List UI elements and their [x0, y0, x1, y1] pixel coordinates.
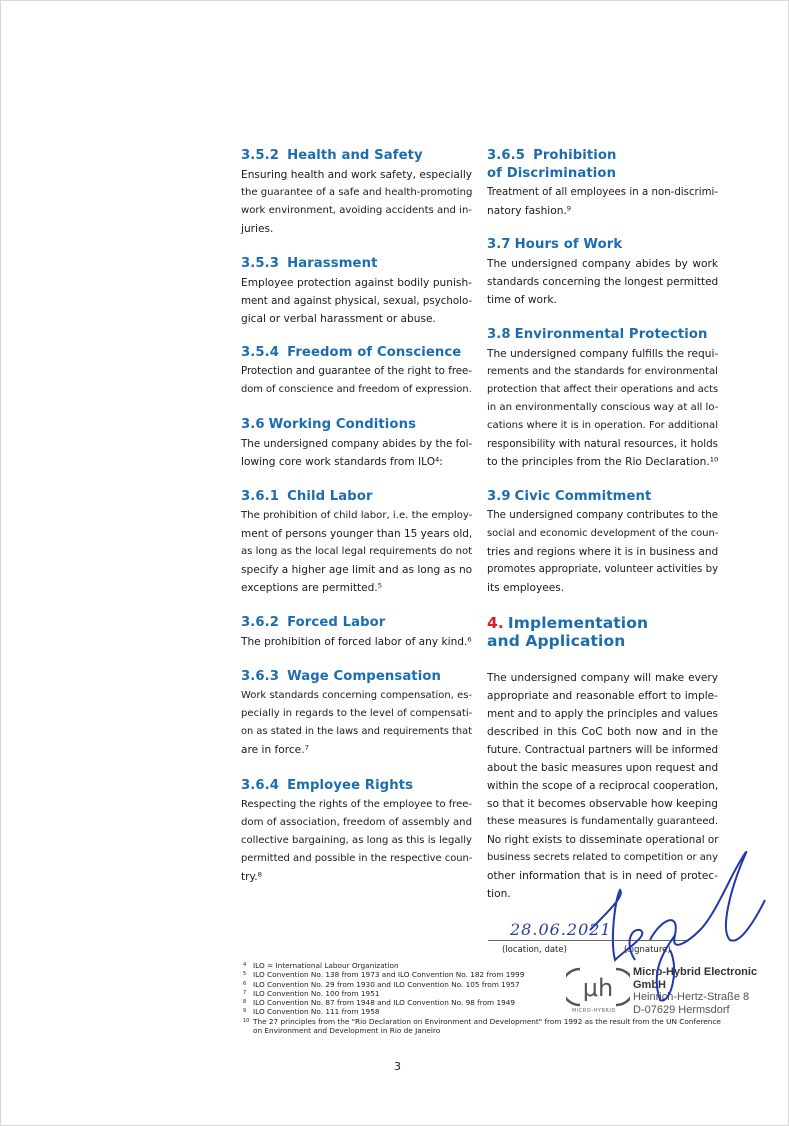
- text-line: as long as the local legal requirements do not: [241, 546, 473, 557]
- section-number: 3.8: [487, 327, 511, 342]
- section-3-6: [241, 416, 472, 471]
- text-line: ment of persons younger than 15 years old,: [241, 528, 473, 540]
- text-line: The undersigned company contributes to the: [487, 510, 718, 521]
- text-line: standards concerning the longest permitted: [487, 276, 719, 288]
- footnote-text: ILO Convention No. 100 from 1951: [253, 988, 380, 998]
- section-number: 3.6.4: [241, 778, 280, 793]
- footnote: [243, 961, 721, 970]
- footnote: [243, 1007, 721, 1016]
- text-line: ment and to apply the principles and values: [487, 708, 718, 720]
- text-line: Ensuring health and work safety, especially: [241, 169, 473, 181]
- text-line: its employees.: [487, 582, 565, 594]
- section-body: [241, 166, 472, 238]
- text-line: on as stated in the laws and requirements that: [241, 726, 472, 737]
- section-heading: [487, 147, 718, 165]
- footnote-mark: 5: [243, 971, 247, 978]
- footnote-mark: 4: [243, 962, 247, 968]
- section-3-6-1: [241, 488, 472, 597]
- text-line: exceptions are permitted.⁵: [241, 582, 382, 594]
- section-body: [241, 687, 472, 759]
- text-line: to the principles from the Rio Declaration.¹⁰: [487, 456, 719, 468]
- section-number: 3.6: [241, 417, 265, 432]
- text-line: gical or verbal harassment or abuse.: [241, 313, 436, 325]
- text-line: The prohibition of forced labor of any kind.⁶: [241, 636, 472, 648]
- footnote: [243, 980, 721, 989]
- text-line: collective bargaining, as long as this is legally: [241, 835, 472, 846]
- section-3-5-2: [241, 147, 472, 238]
- text-line: Work standards concerning compensation, es-: [241, 690, 472, 701]
- text-line: these measures is fundamentally guaranteed.: [487, 816, 718, 827]
- section-title-line2: of Discrimination: [487, 166, 617, 181]
- footnote: [243, 970, 721, 979]
- text-line: are in force.⁷: [241, 744, 309, 756]
- text-line: so that it becomes observable how keeping: [487, 798, 719, 810]
- section-heading: [487, 236, 718, 254]
- text-line: social and economic development of the coun-: [487, 528, 719, 539]
- section-heading: [241, 416, 472, 434]
- section-heading: [241, 147, 472, 165]
- footnotes: [243, 961, 721, 1035]
- footnote-text: on Environment and Development in Rio de Janeiro: [253, 1026, 441, 1036]
- text-line: the guarantee of a safe and health-promoting: [241, 187, 473, 198]
- page-number: 3: [394, 1060, 401, 1073]
- section-number: 3.9: [487, 489, 511, 504]
- handwritten-date: 28.06.2021: [510, 920, 612, 939]
- section-body: [241, 507, 472, 597]
- section-3-8: [487, 326, 718, 471]
- section-title: Wage Compensation: [287, 669, 441, 684]
- footnote-mark: 6: [243, 980, 247, 987]
- text-line: about the basic measures upon request and: [487, 762, 719, 774]
- text-line: The undersigned company fulfills the requi-: [487, 348, 719, 360]
- footnote-text: ILO Convention No. 87 from 1948 and ILO Convention No. 98 from 1949: [253, 998, 516, 1008]
- section-body: [487, 184, 718, 220]
- section-number: 4.: [487, 614, 504, 632]
- section-title: Health and Safety: [287, 148, 423, 163]
- section-heading: [487, 326, 718, 344]
- text-line: appropriate and reasonable effort to imple-: [487, 690, 718, 702]
- section-title: Employee Rights: [287, 778, 414, 793]
- text-line: The undersigned company abides by the fol-: [241, 438, 473, 450]
- text-line: specify a higher age limit and as long as no: [241, 564, 473, 576]
- section-number: 3.6.2: [241, 615, 280, 630]
- section-body: [487, 507, 718, 597]
- text-line: The undersigned company will make every: [487, 672, 718, 684]
- text-line: within the scope of a reciprocal cooperation,: [487, 780, 719, 792]
- text-line: The prohibition of child labor, i.e. the employ-: [241, 510, 473, 521]
- footnote-text: ILO Convention No. 29 from 1930 and ILO Convention No. 105 from 1957: [253, 979, 520, 989]
- text-line: protection that affect their operations and acts: [487, 384, 719, 395]
- text-line: No right exists to disseminate operational or: [487, 834, 719, 846]
- text-line: other information that is in need of protec-: [487, 870, 718, 882]
- section-heading: [241, 255, 472, 273]
- location-date-label: (location, date): [502, 945, 567, 955]
- text-line: natory fashion.⁹: [487, 205, 572, 217]
- section-title: Forced Labor: [287, 615, 386, 630]
- text-line: ment and against physical, sexual, psycholo-: [241, 295, 473, 307]
- text-line: juries.: [241, 223, 274, 235]
- stamp-city: D-07629 Hermsdorf: [633, 1003, 730, 1016]
- section-3-6-3: [241, 668, 472, 759]
- section-title: Civic Commitment: [514, 489, 652, 504]
- text-line: Protection and guarantee of the right to free-: [241, 366, 472, 377]
- footnote-text: The 27 principles from the "Rio Declaration on Environment and Development" from 1992 as the result from the UN Conference: [253, 1016, 721, 1026]
- section-title: Harassment: [287, 256, 378, 271]
- text-line: described in this CoC both now and in the: [487, 726, 718, 738]
- section-heading: [241, 488, 472, 506]
- section-title: Prohibition: [533, 148, 617, 163]
- footnote-mark: 10: [243, 1017, 250, 1024]
- text-line: responsibility with natural resources, it holds: [487, 438, 718, 450]
- section-title: Implementation: [507, 614, 649, 632]
- text-line: dom of association, freedom of assembly and: [241, 817, 472, 828]
- footnote: [243, 1026, 721, 1035]
- text-line: in an environmentally conscious way at all lo-: [487, 402, 719, 413]
- section-title: Freedom of Conscience: [287, 345, 462, 360]
- text-line: The undersigned company abides by work: [487, 258, 718, 270]
- section-heading: [487, 488, 718, 506]
- section-3-9: [487, 488, 718, 597]
- section-title: Environmental Protection: [514, 327, 708, 342]
- footnote-mark: 7: [243, 989, 247, 996]
- footnote-text: ILO = International Labour Organization: [253, 961, 399, 970]
- section-title: Hours of Work: [514, 237, 623, 252]
- signature-label: (signature): [624, 945, 671, 955]
- footnote-text: ILO Convention No. 138 from 1973 and ILO Convention No. 182 from 1999: [253, 970, 525, 980]
- text-line: time of work.: [487, 294, 557, 306]
- footnote: [243, 989, 721, 998]
- section-heading: [241, 777, 472, 795]
- section-number: 3.6.5: [487, 148, 526, 163]
- section-number: 3.6.1: [241, 489, 280, 504]
- text-line: rements and the standards for environmental: [487, 366, 718, 377]
- stamp-street: Heinrich-Hertz-Straße 8: [633, 991, 750, 1003]
- section-body: [241, 274, 472, 328]
- text-line: permitted and possible in the respective coun-: [241, 853, 473, 864]
- section-title: Working Conditions: [268, 417, 417, 432]
- footnote-mark: 8: [243, 999, 247, 1006]
- section-3-5-4: [241, 344, 472, 399]
- section-number: 3.7: [487, 237, 511, 252]
- section-3-6-2: [241, 614, 472, 651]
- text-line: future. Contractual partners will be informed: [487, 744, 719, 756]
- section-body: [241, 363, 472, 399]
- stamp-subtext: MICRO-HYBRID: [572, 1008, 616, 1014]
- section-3-5-3: [241, 255, 472, 328]
- text-line: try.⁸: [241, 871, 262, 883]
- section-body: [241, 633, 472, 651]
- text-line: lowing core work standards from ILO⁴:: [241, 456, 443, 468]
- section-number: 3.6.3: [241, 669, 280, 684]
- section-body: [487, 345, 718, 471]
- footnote-text: ILO Convention No. 111 from 1958: [253, 1007, 380, 1017]
- section-heading: [241, 668, 472, 686]
- text-line: cations where it is in operation. For additional: [487, 420, 719, 431]
- section-heading: [241, 614, 472, 632]
- text-line: Respecting the rights of the employee to free-: [241, 799, 473, 810]
- text-line: Treatment of all employees in a non-discrimi-: [487, 187, 718, 198]
- section-number: 3.5.4: [241, 345, 280, 360]
- footnote: [243, 998, 721, 1007]
- stamp-company: Micro-Hybrid Electronic GmbH: [633, 966, 758, 991]
- text-line: tion.: [487, 888, 511, 900]
- section-3-6-5: [487, 147, 718, 220]
- section-number: 3.5.2: [241, 148, 280, 163]
- footnote-mark: 9: [243, 1008, 247, 1015]
- text-line: dom of conscience and freedom of expression.: [241, 384, 472, 395]
- section-heading: [487, 614, 718, 632]
- section-body: [487, 255, 718, 309]
- section-heading: [241, 344, 472, 362]
- text-line: promotes appropriate, volunteer activities by: [487, 564, 719, 575]
- section-title: Child Labor: [287, 489, 373, 504]
- section-body: [241, 435, 472, 471]
- section-body: [241, 796, 472, 886]
- footnote: [243, 1017, 721, 1026]
- logo-lettering: μh: [582, 974, 614, 1002]
- text-line: business secrets related to competition or any: [487, 852, 718, 863]
- text-line: Employee protection against bodily punish-: [241, 277, 472, 289]
- section-title-line2: and Application: [487, 632, 626, 650]
- text-line: pecially in regards to the level of compensati-: [241, 708, 473, 719]
- text-line: tries and regions where it is in business and: [487, 546, 719, 558]
- text-line: work environment, avoiding accidents and in-: [241, 205, 472, 216]
- section-number: 3.5.3: [241, 256, 280, 271]
- section-3-7: [487, 236, 718, 309]
- section-3-6-4: [241, 777, 472, 886]
